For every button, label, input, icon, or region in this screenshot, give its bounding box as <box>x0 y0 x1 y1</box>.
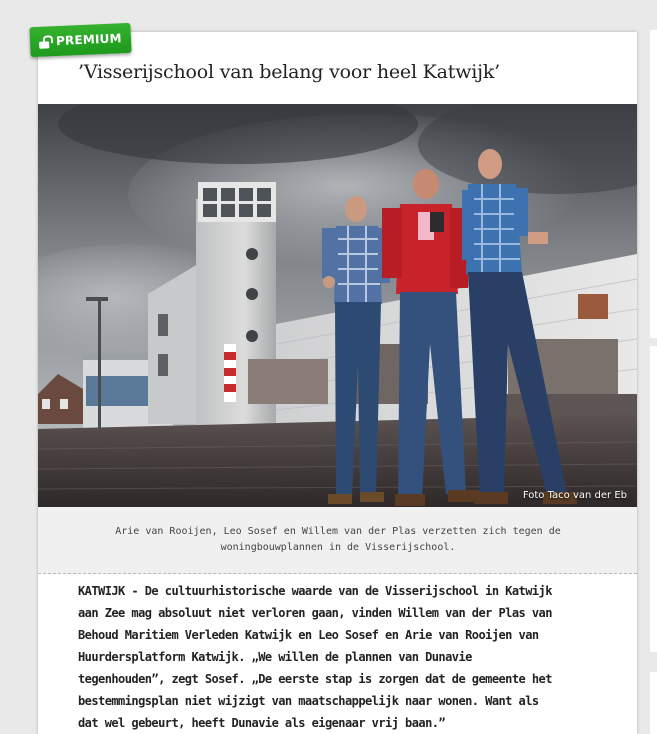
premium-badge[interactable] <box>29 23 131 57</box>
lock-open-icon <box>39 35 51 48</box>
article-card <box>38 32 637 734</box>
photo-credit: Foto Taco van der Eb <box>522 490 627 501</box>
article-photo[interactable] <box>38 104 637 507</box>
article-lead-paragraph: KATWIJK - De cultuurhistorische waarde van de Visserijschool in Katwijk aan Zee mag absoluut niet verloren gaan, vinden Willem van der Plas van Behoud Maritiem Verleden Katwijk en Leo Sosef en Arie van Rooijen van Huurdersplatform Katwijk. „We willen de plannen van Dunavie tegenhouden”, zegt Sosef. „De eerste stap is zorgen dat de gemeente het bestemmingsplan niet wijzigt van maatschappelijk naar wonen. Want als dat wel gebeurt, heeft Dunavie als eigenaar vrij baan.” <box>78 584 552 730</box>
premium-badge-label: PREMIUM <box>55 31 123 49</box>
article-title[interactable]: ’Visserijschool van belang voor heel Katwijk’ <box>78 61 501 83</box>
photo-caption: Arie van Rooijen, Leo Sosef en Willem van der Plas verzetten zich tegen de woningbouwplannen in de Visserijschool. <box>115 526 561 553</box>
photo-caption-box <box>38 507 637 574</box>
adjacent-panel-edge <box>650 30 657 734</box>
article-body <box>78 580 623 734</box>
